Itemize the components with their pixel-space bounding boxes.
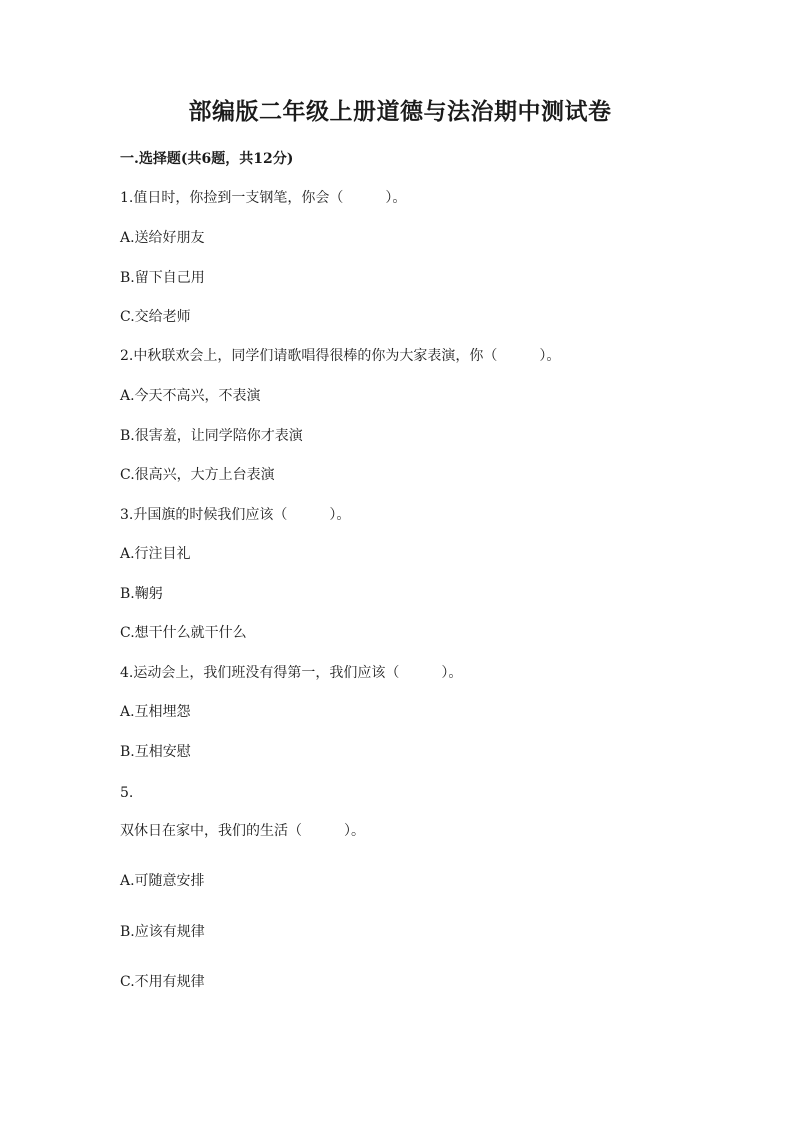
question-5-option-c: C.不用有规律 <box>120 974 205 990</box>
question-3-option-a: A.行注目礼 <box>120 546 191 562</box>
question-3-stem: 3.升国旗的时候我们应该（ ）。 <box>120 507 351 523</box>
question-1-option-c: C.交给老师 <box>120 309 191 325</box>
question-2-stem: 2.中秋联欢会上，同学们请歌唱得很棒的你为大家表演，你（ ）。 <box>120 348 561 364</box>
page-title: 部编版二年级上册道德与法治期中测试卷 <box>188 98 612 125</box>
question-3-option-b: B.鞠躬 <box>120 586 163 602</box>
question-1-stem: 1.值日时，你捡到一支钢笔，你会（ ）。 <box>120 190 407 206</box>
question-2-option-c: C.很高兴，大方上台表演 <box>120 467 275 483</box>
question-4-stem: 4.运动会上，我们班没有得第一，我们应该（ ）。 <box>120 665 463 681</box>
question-1-option-b: B.留下自己用 <box>120 270 205 286</box>
question-1-option-a: A.送给好朋友 <box>120 230 205 246</box>
question-4-option-a: A.互相埋怨 <box>120 704 191 720</box>
question-5-option-b: B.应该有规律 <box>120 924 205 940</box>
section-heading: 一.选择题(共6题，共12分) <box>120 151 294 167</box>
question-5-number: 5. <box>120 785 134 801</box>
question-3-option-c: C.想干什么就干什么 <box>120 625 247 641</box>
question-2-option-a: A.今天不高兴，不表演 <box>120 388 261 404</box>
question-5-option-a: A.可随意安排 <box>120 873 205 889</box>
question-5-stem: 双休日在家中，我们的生活（ ）。 <box>120 823 365 839</box>
question-2-option-b: B.很害羞，让同学陪你才表演 <box>120 428 303 444</box>
question-4-option-b: B.互相安慰 <box>120 744 191 760</box>
